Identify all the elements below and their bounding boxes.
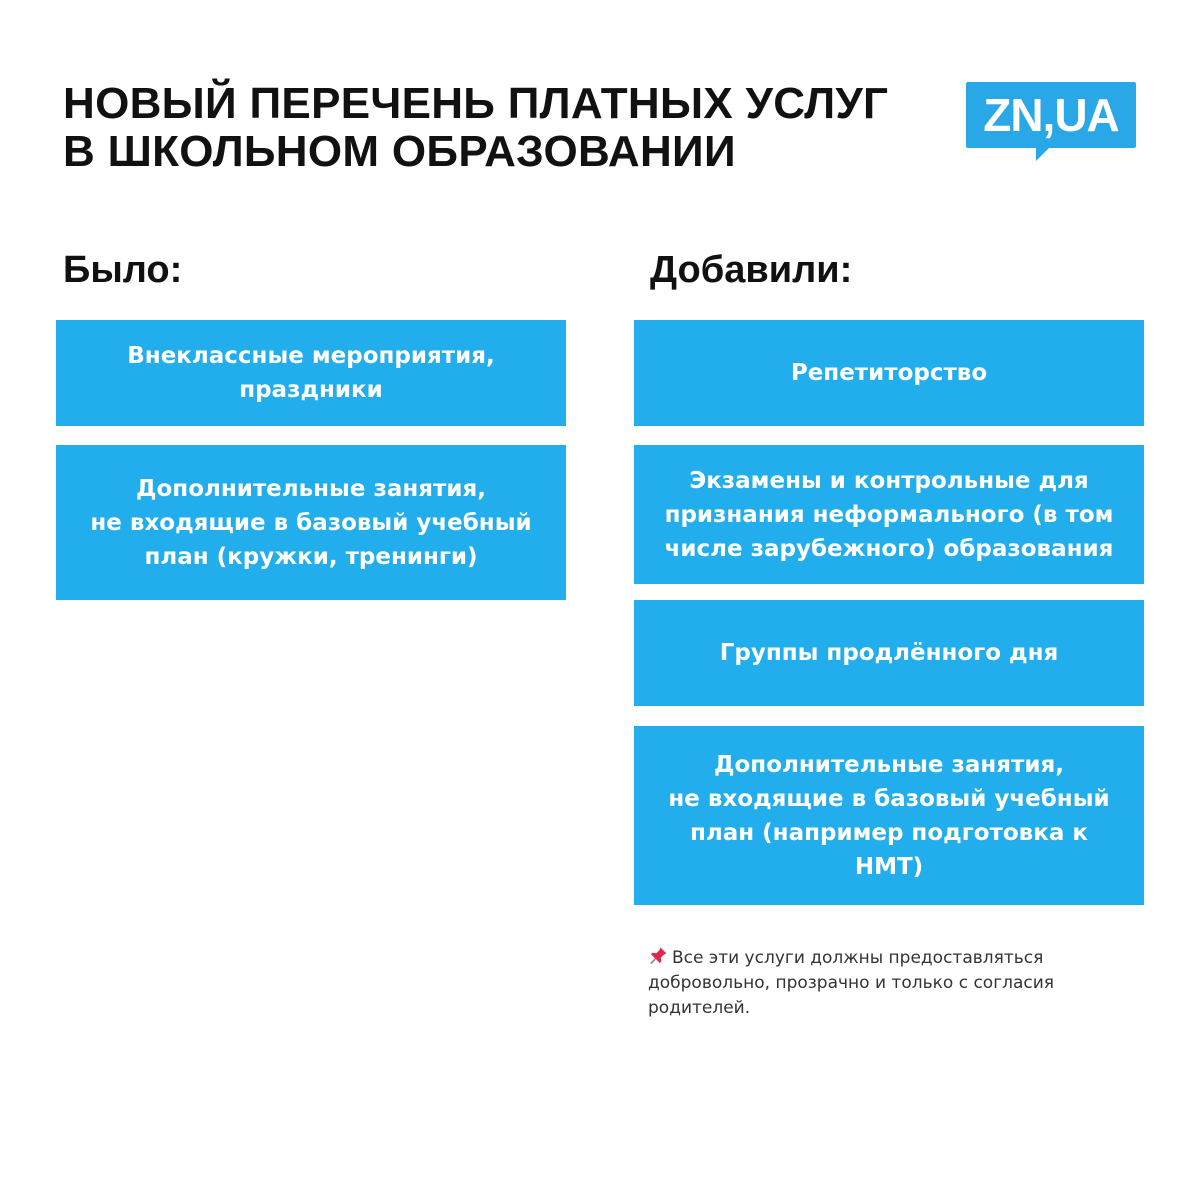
card-was-additional-classes: Дополнительные занятия, не входящие в базовый учебный план (кружки, тренинги) — [56, 445, 566, 600]
zn-ua-logo: ZN,UA — [966, 82, 1136, 148]
card-added-additional-classes: Дополнительные занятия, не входящие в базовый учебный план (например подготовка к НМТ) — [634, 726, 1144, 905]
column-heading-added: Добавили: — [650, 249, 853, 291]
card-added-exams: Экзамены и контрольные для признания неформального (в том числе зарубежного) образования — [634, 445, 1144, 584]
card-was-extracurricular: Внеклассные мероприятия, праздники — [56, 320, 566, 426]
card-added-tutoring: Репетиторство — [634, 320, 1144, 426]
title-line-2: В ШКОЛЬНОМ ОБРАЗОВАНИИ — [63, 127, 736, 176]
logo-speech-tail — [1036, 147, 1050, 161]
card-added-extended-day-groups: Группы продлённого дня — [634, 600, 1144, 706]
pushpin-icon — [648, 946, 668, 966]
footnote-text: Все эти услуги должны предоставляться добровольно, прозрачно и только с согласия родителей. — [648, 948, 1055, 1018]
page-title — [63, 80, 923, 176]
footnote — [648, 946, 1118, 1021]
column-heading-was: Было: — [63, 249, 183, 291]
title-line-1: НОВЫЙ ПЕРЕЧЕНЬ ПЛАТНЫХ УСЛУГ — [63, 79, 889, 128]
